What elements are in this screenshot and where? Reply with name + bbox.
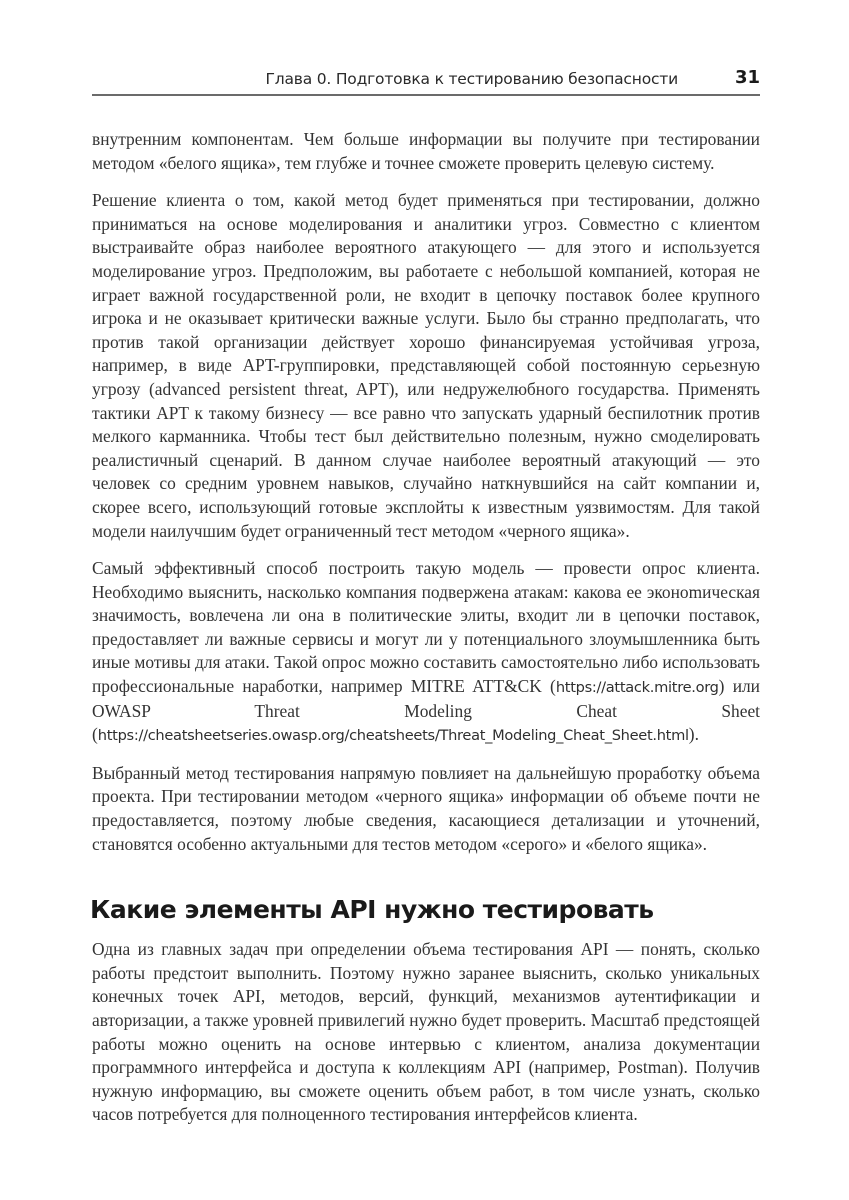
owasp-cheatsheet-link[interactable]: https://cheatsheetseries.owasp.org/cheatsheets/Threat_Modeling_Cheat_Sheet.html — [97, 727, 689, 745]
section-heading: Какие элементы API нужно тестировать — [90, 895, 654, 925]
page-number: 31 — [734, 67, 760, 88]
page-body — [92, 128, 760, 1127]
paragraph-api-scope: Одна из главных задач при определении объема тестирования API — понять, сколько работы предстоит выполнить. Поэтому нужно заранее выяснить, сколько уникальных конечных точек API, методов, версий, функций, механизмов аутентификации и авторизации, а также уровней привилегий нужно будет проверить. Масштаб предстоящей работы можно оценить на основе интервью с клиентом, анализа документации программного интерфейса и доступа к коллекциям API (например, Postman). Получив нужную информацию, вы сможете оценить объем работ, в том числе узнать, сколько часов потребуется для полноценного тестирования интерфейсов клиента. — [92, 939, 760, 1125]
paragraph-text: ). — [688, 724, 699, 745]
paragraph-continuation: внутренним компонентам. Чем больше информации вы получите при тестировании методом «белого ящика», тем глубже и точнее сможете проверить целевую систему. — [92, 129, 760, 173]
running-header — [92, 66, 760, 96]
paragraph-scope-method: Выбранный метод тестирования напрямую повлияет на дальнейшую проработку объема проекта. При тестировании методом «черного ящика» информации об объеме почти не предоставляется, поэтому любые сведения, касающиеся детализации и уточнений, становятся особенно актуальными для тестов методом «серого» и «белого ящика». — [92, 762, 760, 854]
paragraph-threat-modeling: Решение клиента о том, какой метод будет применяться при тестировании, должно приниматься на основе моделирования и аналитики угроз. Совместно с клиентом выстраивайте образ наиболее вероятного атакующего — для этого и используется моделирование угроз. Предположим, вы работаете с небольшой компанией, которая не играет важной государственной роли, не входит в цепочку поставок более крупного игрока и не оказывает критически важные услуги. Было бы странно предполагать, что против такой организации действует хорошо финансируемая устойчивая угроза, например, в виде APT-группировки, представляющей собой постоянную серьезную угрозу (advanced persistent threat, APT), или недружелюбного государства. Применять тактики APT к такому бизнесу — все равно что запускать ударный беспилотник против мелкого карманника. Чтобы тест был действительно полезным, нужно смоделировать реалистичный сценарий. В данном случае наиболее вероятный атакующий — это человек со средним уровнем навыков, случайно наткнувшийся на сайт компании и, скорее всего, использующий готовые эксплойты к известным уязвимостям. Для такой модели наилучшим будет ограниченный тест методом «черного ящика». — [92, 190, 760, 541]
paragraph-text: ) или OWASP Threat Modeling Cheat Sheet ( — [92, 676, 760, 745]
chapter-title: Глава 0. Подготовка к тестированию безопасности — [265, 70, 678, 88]
mitre-attack-link[interactable]: https://attack.mitre.org — [555, 679, 719, 697]
paragraph-client-survey — [92, 557, 760, 748]
paragraph-text: Самый эффективный способ построить такую модель — провести опрос клиента. Необходимо выяснить, насколько компания подвержена атакам: какова ее эконоmическая значимость, вовлечена ли она в политические элиты, входит ли в цепочки поставок, предоставляет ли важные сервисы и могут ли у потенциального злоумышленника быть иные мотивы для атаки. Такой опрос можно составить самостоятельно либо использовать профессиональные наработки, например MITRE ATT&CK ( — [92, 558, 760, 697]
